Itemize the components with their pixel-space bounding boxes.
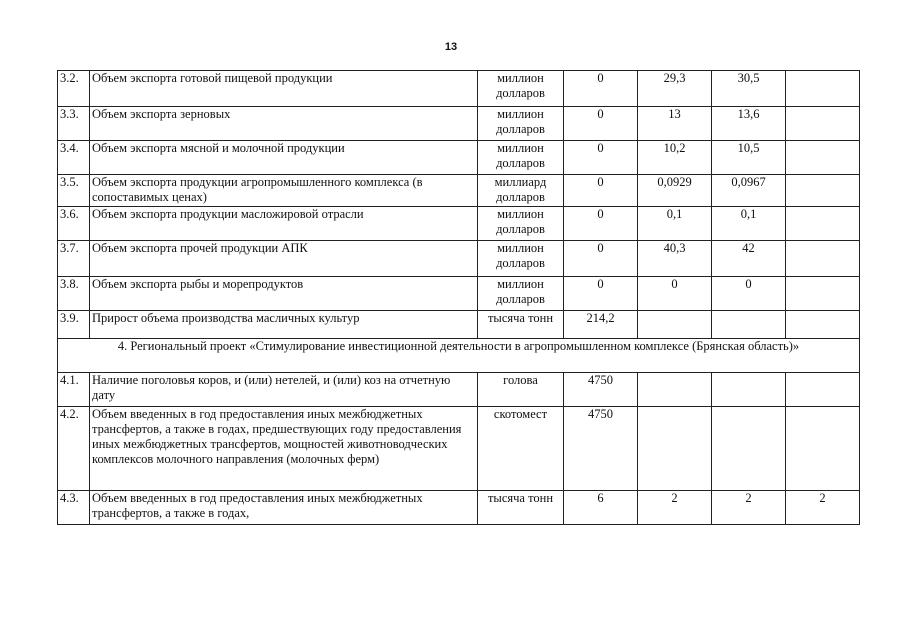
value-cell [712,311,786,339]
value-cell: 0 [564,207,638,241]
value-cell: 40,3 [638,241,712,277]
table-row [58,207,860,241]
indicator-name: Объем введенных в год предоставления иных межбюджетных трансфертов, а также в годах, [90,491,478,525]
table-row [58,107,860,141]
table-row [58,407,860,491]
value-cell: 0 [564,141,638,175]
table-row [58,311,860,339]
table-row [58,175,860,207]
value-cell [712,373,786,407]
value-cell: 6 [564,491,638,525]
value-cell: 0,1 [638,207,712,241]
unit-cell: миллион долларов [478,241,564,277]
unit-cell: миллиард долларов [478,175,564,207]
indicator-name: Объем введенных в год предоставления иных межбюджетных трансфертов, а также в годах, предшествующих году предоставления иных межбюджетных трансфертов, мощностей животноводческих комплексов молочного направления (молочных ферм) [90,407,478,491]
value-cell: 0 [564,241,638,277]
table-row [58,277,860,311]
table-row [58,141,860,175]
indicator-name: Прирост объема производства масличных культур [90,311,478,339]
indicator-name: Наличие поголовья коров, и (или) нетелей, и (или) коз на отчетную дату [90,373,478,407]
value-cell: 10,2 [638,141,712,175]
table-row [58,373,860,407]
row-number: 4.2. [58,407,90,491]
value-cell: 4750 [564,373,638,407]
unit-cell: миллион долларов [478,141,564,175]
unit-cell: тысяча тонн [478,311,564,339]
indicator-name: Объем экспорта зерновых [90,107,478,141]
value-cell: 42 [712,241,786,277]
value-cell: 0,0967 [712,175,786,207]
indicator-table [57,70,860,525]
unit-cell: голова [478,373,564,407]
value-cell: 30,5 [712,71,786,107]
table-row [58,241,860,277]
row-number: 4.1. [58,373,90,407]
row-number: 3.9. [58,311,90,339]
value-cell [638,311,712,339]
row-number: 4.3. [58,491,90,525]
row-number: 3.8. [58,277,90,311]
unit-cell: миллион долларов [478,207,564,241]
table-body [58,71,860,525]
indicator-name: Объем экспорта продукции агропромышленного комплекса (в сопоставимых ценах) [90,175,478,207]
row-number: 3.3. [58,107,90,141]
value-cell: 4750 [564,407,638,491]
value-cell: 0 [564,107,638,141]
value-cell: 2 [786,491,860,525]
value-cell: 0 [564,175,638,207]
value-cell [786,175,860,207]
value-cell: 10,5 [712,141,786,175]
row-number: 3.4. [58,141,90,175]
row-number: 3.5. [58,175,90,207]
value-cell: 0,1 [712,207,786,241]
value-cell: 0 [712,277,786,311]
indicator-name: Объем экспорта прочей продукции АПК [90,241,478,277]
value-cell [786,311,860,339]
value-cell [786,207,860,241]
indicator-name: Объем экспорта продукции масложировой отрасли [90,207,478,241]
indicator-name: Объем экспорта рыбы и морепродуктов [90,277,478,311]
value-cell [638,373,712,407]
unit-cell: скотомест [478,407,564,491]
section-row [58,339,860,373]
value-cell [786,141,860,175]
value-cell: 0 [564,71,638,107]
indicator-name: Объем экспорта мясной и молочной продукции [90,141,478,175]
value-cell: 0 [638,277,712,311]
value-cell [638,407,712,491]
unit-cell: миллион долларов [478,71,564,107]
value-cell [786,407,860,491]
unit-cell: миллион долларов [478,277,564,311]
value-cell: 0,0929 [638,175,712,207]
value-cell [786,71,860,107]
value-cell [786,241,860,277]
value-cell [786,373,860,407]
row-number: 3.6. [58,207,90,241]
value-cell: 2 [712,491,786,525]
value-cell: 29,3 [638,71,712,107]
value-cell: 13,6 [712,107,786,141]
value-cell [786,277,860,311]
value-cell: 13 [638,107,712,141]
page-number: 13 [444,41,458,53]
value-cell [712,407,786,491]
value-cell: 2 [638,491,712,525]
unit-cell: тысяча тонн [478,491,564,525]
value-cell: 0 [564,277,638,311]
row-number: 3.7. [58,241,90,277]
indicator-name: Объем экспорта готовой пищевой продукции [90,71,478,107]
table-row [58,491,860,525]
value-cell [786,107,860,141]
unit-cell: миллион долларов [478,107,564,141]
section-title: 4. Региональный проект «Стимулирование инвестиционной деятельности в агропромышленном комплексе (Брянская область)» [58,339,860,373]
table-row [58,71,860,107]
row-number: 3.2. [58,71,90,107]
value-cell: 214,2 [564,311,638,339]
